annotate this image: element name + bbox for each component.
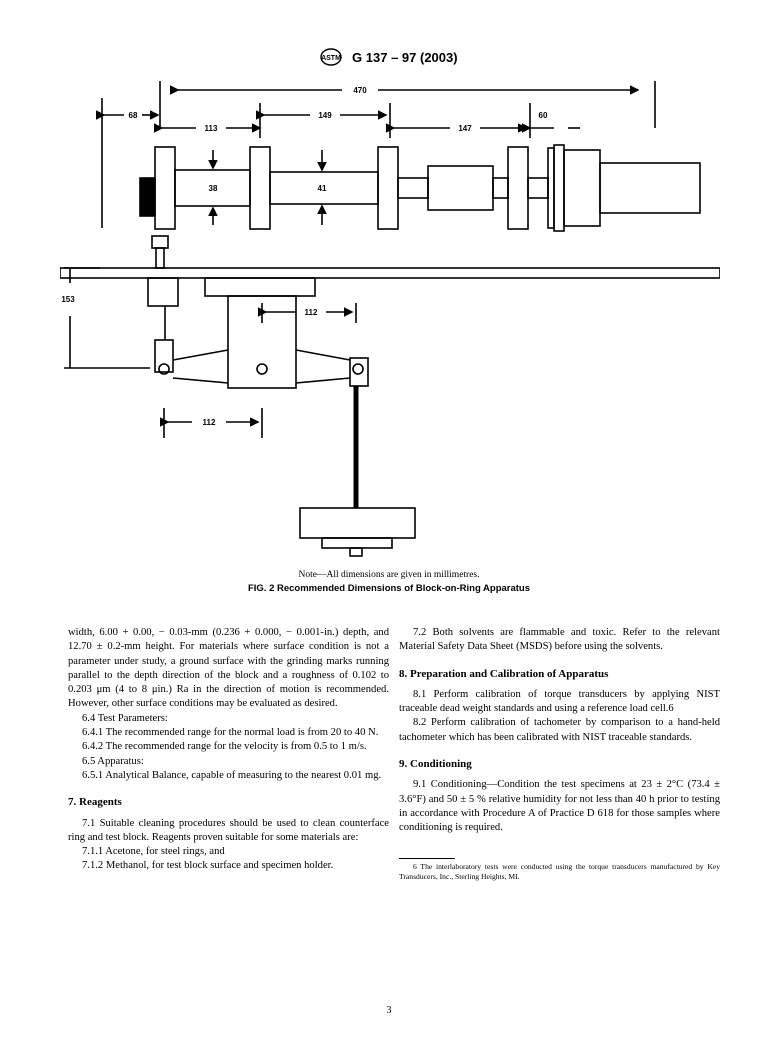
paragraph: 6.4.1 The recommended range for the normal load is from 20 to 40 N. <box>82 727 379 739</box>
dim-112-lower-label: 112 <box>202 418 216 427</box>
dim-113-label: 113 <box>204 124 218 133</box>
paragraph: 7.2 Both solvents are flammable and toxic. Refer to the relevant Material Safety Data Sheet (MSDS) before using the solvents. <box>399 627 720 653</box>
dim-147-label: 147 <box>458 124 472 133</box>
figure-caption: FIG. 2 Recommended Dimensions of Block-on-Ring Apparatus <box>247 583 531 594</box>
paragraph: width, 6.00 + 0.00, − 0.03-mm (0.236 + 0.000, − 0.001-in.) depth, and 12.70 ± 0.2-mm height. For materials where surface condition is not a parameter under study, a ground surface with the grinding marks running parallel to the depth direction of the block and a roughness of 0.102 to 0.203 μm (4 to 8 μin.) Ra in the direction of motion is recommended. However, other surface conditions may be evaluated as desired. <box>68 627 389 710</box>
block-on-ring-apparatus-figure <box>60 78 720 563</box>
paragraph: 7.1.2 Methanol, for test block surface and specimen holder. <box>82 860 334 872</box>
paragraph: 8.2 Perform calibration of tachometer by comparison to a hand-held tachometer which has been calibrated with NIST traceable standards. <box>399 717 720 743</box>
dim-470-label: 470 <box>353 86 367 95</box>
section-heading-preparation: 8. Preparation and Calibration of Apparatus <box>399 667 609 680</box>
dim-60-label: 60 <box>538 111 548 120</box>
figure-note: Note—All dimensions are given in millimetres. <box>298 570 480 580</box>
left-column <box>68 626 389 874</box>
section-heading-reagents: 7. Reagents <box>68 796 122 809</box>
dim-38-label: 38 <box>208 184 218 193</box>
paragraph: 7.1.1 Acetone, for steel rings, and <box>82 846 225 858</box>
paragraph: 6.4 Test Parameters: <box>82 712 168 724</box>
footnote-rule <box>399 858 455 859</box>
footnote: 6 The interlaboratory tests were conducted using the torque transducers manufactured by Key Transducers, Inc., Sterling Heights, MI. <box>399 861 720 881</box>
dim-112-upper-label: 112 <box>304 308 318 317</box>
dim-68-label: 68 <box>128 111 138 120</box>
paragraph: 6.4.2 The recommended range for the velocity is from 0.5 to 1 m/s. <box>82 741 367 753</box>
section-heading-conditioning: 9. Conditioning <box>399 758 472 771</box>
paragraph: 6.5 Apparatus: <box>82 755 144 767</box>
dim-153-label: 153 <box>61 295 75 304</box>
paragraph: 7.1 Suitable cleaning procedures should be used to clean counterface ring and test block. Reagents proven suitable for some materials are: <box>68 817 389 843</box>
page-header <box>0 48 778 69</box>
paragraph: 6.5.1 Analytical Balance, capable of measuring to the nearest 0.01 mg. <box>82 769 382 781</box>
right-column <box>399 626 720 882</box>
svg-text:ASTM: ASTM <box>321 55 342 62</box>
paragraph: 9.1 Conditioning—Condition the test specimens at 23 ± 2°C (73.4 ± 3.6°F) and 50 ± 5 % relative humidity for not less than 40 h prior to testing in accordance with Procedure A of Practice D 618 for those samples where conditioning is required. <box>399 779 720 834</box>
page-number: 3 <box>386 1005 392 1016</box>
dim-41-label: 41 <box>317 184 327 193</box>
paragraph: 8.1 Perform calibration of torque transducers by applying NIST traceable dead weight standards and using a reference load cell.6 <box>399 688 720 715</box>
astm-logo-icon <box>320 48 342 69</box>
document-designation: G 137 – 97 (2003) <box>352 49 458 65</box>
dim-149-label: 149 <box>318 111 332 120</box>
